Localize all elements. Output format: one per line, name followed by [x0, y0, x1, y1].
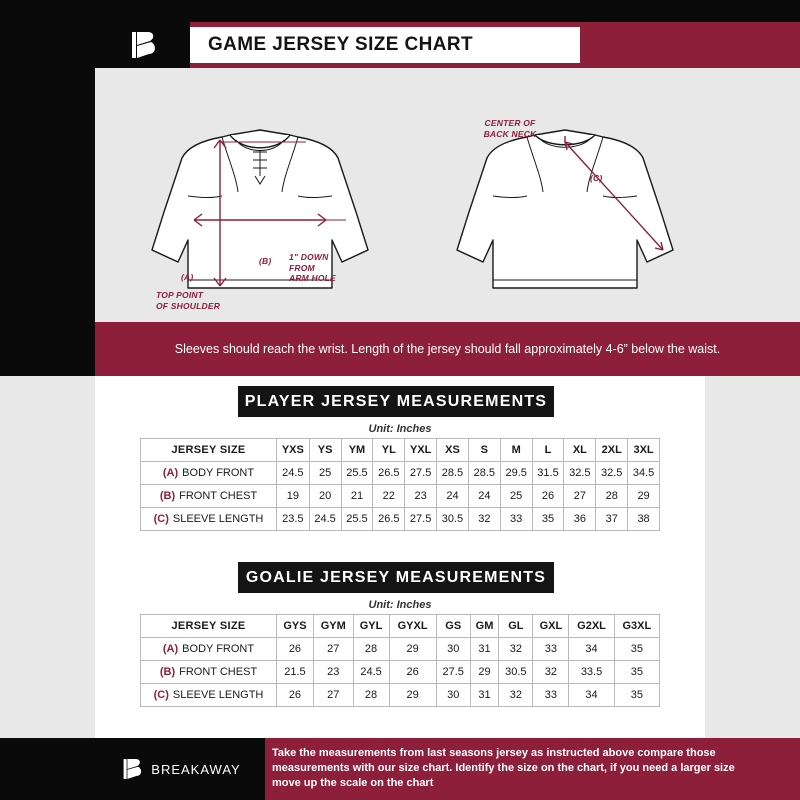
- jersey-diagram-area: [0, 68, 800, 322]
- breakaway-logo-icon: [119, 756, 145, 782]
- table-row: [141, 638, 660, 661]
- player-unit-label: Unit: Inches: [368, 423, 432, 435]
- size-column-header: L: [532, 439, 564, 462]
- measurement-cell: 38: [628, 508, 660, 531]
- measurement-cell: 28.5: [437, 462, 469, 485]
- measurement-cell: 30.5: [499, 661, 533, 684]
- annotation-top-point-shoulder: TOP POINT OF SHOULDER: [156, 290, 221, 311]
- measurement-cell: 32.5: [564, 462, 596, 485]
- measurement-cell: 36: [564, 508, 596, 531]
- measurement-cell: 35: [532, 508, 564, 531]
- size-column-header: GYS: [277, 615, 314, 638]
- annotation-label-c: (C): [590, 173, 603, 183]
- measurement-cell: 25.5: [341, 508, 373, 531]
- measurement-tag: (C): [153, 689, 169, 701]
- measurement-cell: 27.5: [405, 508, 437, 531]
- measurement-cell: 34: [569, 684, 614, 707]
- goalie-section-heading: [238, 562, 554, 593]
- annotation-label-b: (B): [259, 256, 272, 266]
- measurement-tag: (A): [162, 467, 179, 479]
- measurement-cell: 34: [569, 638, 614, 661]
- size-column-header: GXL: [533, 615, 569, 638]
- measurement-cell: 31: [470, 684, 499, 707]
- note-text: Sleeves should reach the wrist. Length of the jersey should fall approximately 4-6” below the waist.: [174, 341, 721, 356]
- player-section-heading: [238, 386, 554, 417]
- measurement-cell: 27.5: [405, 462, 437, 485]
- measurement-cell: 21: [341, 485, 373, 508]
- front-jersey-illustration: [110, 80, 410, 310]
- page-title: GAME JERSEY SIZE CHART: [208, 34, 473, 55]
- measurement-cell: 27: [564, 485, 596, 508]
- measurement-row-label: (B) FRONT CHEST: [141, 661, 277, 684]
- measurement-cell: 29: [628, 485, 660, 508]
- measurement-cell: 32: [468, 508, 500, 531]
- measurement-cell: 34.5: [628, 462, 660, 485]
- size-column-header: G3XL: [614, 615, 659, 638]
- player-size-col-header: JERSEY SIZE: [141, 439, 277, 462]
- size-column-header: YL: [373, 439, 405, 462]
- measurement-cell: 24.5: [353, 661, 389, 684]
- diagram-left-black-block: [0, 68, 95, 322]
- measurement-cell: 33.5: [569, 661, 614, 684]
- size-column-header: 3XL: [628, 439, 660, 462]
- table-row: [141, 684, 660, 707]
- measurement-cell: 33: [533, 684, 569, 707]
- footer-brand: [95, 738, 265, 800]
- player-left-strip: [0, 376, 95, 562]
- player-section-heading-label: PLAYER JERSEY MEASUREMENTS: [244, 392, 548, 410]
- measurement-cell: 27.5: [436, 661, 470, 684]
- goalie-right-strip: [705, 562, 800, 738]
- measurement-row-label: (C) SLEEVE LENGTH: [141, 684, 277, 707]
- page-header: [0, 22, 800, 68]
- measurement-cell: 25: [500, 485, 532, 508]
- size-column-header: YS: [309, 439, 341, 462]
- measurement-cell: 21.5: [277, 661, 314, 684]
- table-header-row: [141, 615, 660, 638]
- footer-instructions: Take the measurements from last seasons jersey as instructed above compare those measurements with our size chart. Identify the size on the chart, if you need a larger size move up the scale on the chart: [272, 747, 735, 789]
- size-column-header: GYL: [353, 615, 389, 638]
- table-row: [141, 462, 660, 485]
- measurement-cell: 31: [470, 638, 499, 661]
- measurement-cell: 30: [436, 638, 470, 661]
- measurement-tag: (B): [159, 666, 176, 678]
- measurement-tag: (A): [162, 643, 179, 655]
- back-jersey-illustration: [415, 80, 715, 310]
- goalie-measurements-table: [140, 614, 660, 707]
- measurement-cell: 23: [405, 485, 437, 508]
- size-column-header: GYXL: [389, 615, 436, 638]
- measurement-cell: 26: [532, 485, 564, 508]
- measurement-cell: 29.5: [500, 462, 532, 485]
- measurement-cell: 37: [596, 508, 628, 531]
- size-column-header: M: [500, 439, 532, 462]
- annotation-center-back-neck: CENTER OF BACK NECK: [483, 118, 537, 139]
- measurement-tag: (C): [153, 513, 169, 525]
- size-column-header: S: [468, 439, 500, 462]
- size-column-header: XL: [564, 439, 596, 462]
- measurement-cell: 32: [499, 638, 533, 661]
- measurement-cell: 28: [596, 485, 628, 508]
- measurement-cell: 33: [500, 508, 532, 531]
- page-footer: [0, 738, 800, 800]
- measurement-cell: 28: [353, 684, 389, 707]
- footer-left-black-block: [0, 738, 95, 800]
- measurement-cell: 23: [313, 661, 353, 684]
- note-left-black-block: [0, 322, 95, 376]
- goalie-left-strip: [0, 562, 95, 738]
- size-column-header: GS: [436, 615, 470, 638]
- annotation-label-a: (A): [181, 272, 194, 282]
- brand-logo: [95, 22, 190, 68]
- measurement-cell: 22: [373, 485, 405, 508]
- measurement-cell: 25.5: [341, 462, 373, 485]
- table-row: [141, 661, 660, 684]
- measurement-cell: 32.5: [596, 462, 628, 485]
- size-column-header: YXL: [405, 439, 437, 462]
- measurement-cell: 24.5: [309, 508, 341, 531]
- size-column-header: YM: [341, 439, 373, 462]
- top-black-bar: [0, 0, 800, 22]
- size-column-header: G2XL: [569, 615, 614, 638]
- measurement-cell: 29: [470, 661, 499, 684]
- measurement-cell: 19: [277, 485, 310, 508]
- measurement-cell: 24.5: [277, 462, 310, 485]
- measurement-cell: 26.5: [373, 462, 405, 485]
- size-column-header: GM: [470, 615, 499, 638]
- measurement-cell: 35: [614, 638, 659, 661]
- size-column-header: XS: [437, 439, 469, 462]
- header-left-black-block: [0, 22, 95, 68]
- goalie-section-heading-label: GOALIE JERSEY MEASUREMENTS: [245, 568, 547, 586]
- annotation-arm-hole: 1" DOWN FROM ARM HOLE: [289, 252, 336, 284]
- footer-brand-name: BREAKAWAY: [151, 761, 241, 777]
- measurement-cell: 24: [437, 485, 469, 508]
- measurement-row-label: (B) FRONT CHEST: [141, 485, 277, 508]
- measurement-cell: 26: [389, 661, 436, 684]
- player-measurements-table: [140, 438, 660, 531]
- table-row: [141, 485, 660, 508]
- table-row: [141, 508, 660, 531]
- measurement-cell: 29: [389, 684, 436, 707]
- measurement-cell: 31.5: [532, 462, 564, 485]
- measurement-cell: 26: [277, 684, 314, 707]
- goalie-size-col-header: JERSEY SIZE: [141, 615, 277, 638]
- size-column-header: 2XL: [596, 439, 628, 462]
- measurement-cell: 32: [533, 661, 569, 684]
- measurement-cell: 25: [309, 462, 341, 485]
- size-column-header: YXS: [277, 439, 310, 462]
- table-header-row: [141, 439, 660, 462]
- measurement-cell: 28.5: [468, 462, 500, 485]
- measurement-row-label: (A) BODY FRONT: [141, 462, 277, 485]
- measurement-row-label: (A) BODY FRONT: [141, 638, 277, 661]
- measurement-cell: 29: [389, 638, 436, 661]
- measurement-cell: 27: [313, 638, 353, 661]
- measurement-row-label: (C) SLEEVE LENGTH: [141, 508, 277, 531]
- goalie-unit-label: Unit: Inches: [368, 599, 432, 611]
- measurement-cell: 30: [436, 684, 470, 707]
- player-right-strip: [705, 376, 800, 562]
- measurement-cell: 26: [277, 638, 314, 661]
- size-column-header: GL: [499, 615, 533, 638]
- breakaway-logo-icon: [126, 28, 160, 62]
- measurement-cell: 35: [614, 684, 659, 707]
- title-band: [190, 27, 580, 63]
- size-column-header: GYM: [313, 615, 353, 638]
- measurement-cell: 30.5: [437, 508, 469, 531]
- measurement-tag: (B): [159, 490, 176, 502]
- note-band: [95, 322, 800, 376]
- measurement-cell: 20: [309, 485, 341, 508]
- measurement-cell: 26.5: [373, 508, 405, 531]
- measurement-cell: 35: [614, 661, 659, 684]
- measurement-cell: 28: [353, 638, 389, 661]
- measurement-cell: 32: [499, 684, 533, 707]
- measurement-cell: 23.5: [277, 508, 310, 531]
- measurement-cell: 27: [313, 684, 353, 707]
- measurement-cell: 24: [468, 485, 500, 508]
- measurement-cell: 33: [533, 638, 569, 661]
